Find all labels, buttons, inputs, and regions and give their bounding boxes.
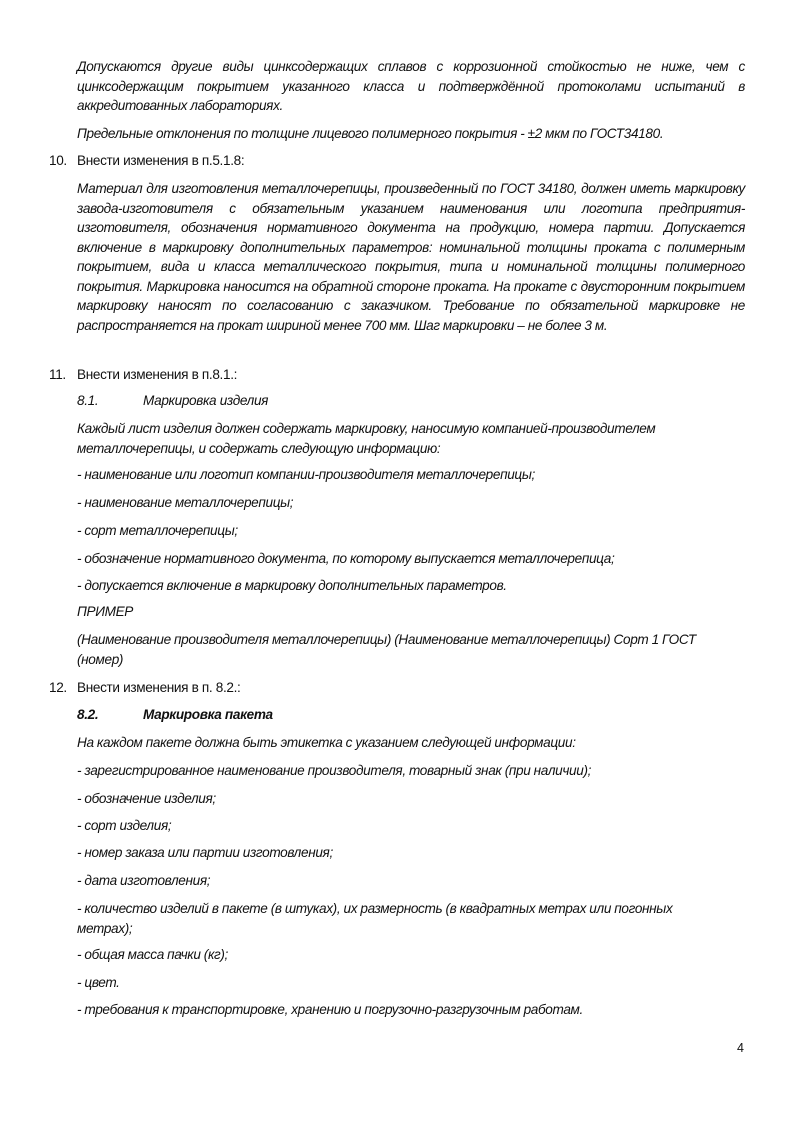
list-item-10	[49, 151, 244, 171]
subsection-number: 8.2.	[77, 707, 99, 722]
item-10-body: Материал для изготовления металлочерепицы, произведенный по ГОСТ 34180, должен иметь маркировку завода-изготовителя с обязательным указанием наименования или логотипа предприятия-изготовителя, обозначения нормативного документа на продукцию, номера партии. Допускается включение в маркировку дополнительных параметров: номинальной толщины проката с полимерным покрытием, вида и класса металлического покрытия, типа и номинальной толщины полимерного покрытия. Маркировка наносится на обратной стороне проката. На прокате с двусторонним покрытием маркировку наносят по согласованию с заказчиком. Требование по обязательной маркировке не распространяется на прокат шириной менее 700 мм. Шаг маркировки – не более 3 м.	[77, 181, 745, 333]
list-item-number: 10.	[49, 153, 67, 168]
bullet-item: - обозначение нормативного документа, по которому выпускается металлочерепица;	[77, 551, 615, 566]
subsection-title: Маркировка изделия	[143, 393, 269, 408]
bullet-item: - дата изготовления;	[77, 873, 211, 888]
bullet-item: - общая масса пачки (кг);	[77, 947, 228, 962]
subsection-number: 8.1.	[77, 393, 99, 408]
bullet-item: - наименование или логотип компании-производителя металлочерепицы;	[77, 467, 535, 482]
item-12-lead: На каждом пакете должна быть этикетка с указанием следующей информации:	[77, 735, 576, 750]
intro-paragraph-alloys: Допускаются другие виды цинксодержащих сплавов с коррозионной стойкостью не ниже, чем с цинксодержащим покрытием указанного класса и подтверждённой протоколами испытаний в аккредитованных лабораториях.	[77, 59, 745, 113]
list-item-title: Внести изменения в п.5.1.8:	[77, 153, 245, 168]
list-item-12	[49, 678, 240, 698]
example-label: ПРИМЕР	[77, 604, 133, 619]
list-item-title: Внести изменения в п.8.1.:	[77, 367, 238, 382]
list-item-number: 11.	[49, 367, 66, 382]
list-item-11	[49, 365, 237, 385]
bullet-item: - количество изделий в пакете (в штуках), их размерность (в квадратных метрах или погонных метрах);	[77, 901, 673, 936]
bullet-item: - обозначение изделия;	[77, 791, 216, 806]
bullet-item: - сорт изделия;	[77, 818, 172, 833]
bullet-item: - зарегистрированное наименование производителя, товарный знак (при наличии);	[77, 763, 592, 778]
bullet-item: - наименование металлочерепицы;	[77, 495, 294, 510]
list-item-number: 12.	[49, 680, 67, 695]
list-item-title: Внести изменения в п. 8.2.:	[77, 680, 241, 695]
intro-paragraph-tolerance: Предельные отклонения по толщине лицевого полимерного покрытия - ±2 мкм по ГОСТ34180.	[77, 126, 664, 141]
bullet-item: - требования к транспортировке, хранению и погрузочно-разгрузочным работам.	[77, 1002, 583, 1017]
example-text: (Наименование производителя металлочерепицы) (Наименование металлочерепицы) Сорт 1 ГОСТ (номер)	[77, 632, 696, 667]
page-number: 4	[737, 1041, 744, 1055]
subsection-title: Маркировка пакета	[143, 707, 273, 722]
bullet-item: - номер заказа или партии изготовления;	[77, 845, 333, 860]
item-11-lead: Каждый лист изделия должен содержать маркировку, наносимую компанией-производителем металлочерепицы, и содержать следующую информацию:	[77, 421, 656, 456]
bullet-item: - цвет.	[77, 975, 120, 990]
subsection-heading-8-1	[77, 391, 268, 411]
bullet-item: - сорт металлочерепицы;	[77, 523, 238, 538]
subsection-heading-8-2	[77, 705, 273, 725]
bullet-item: - допускается включение в маркировку дополнительных параметров.	[77, 578, 507, 593]
